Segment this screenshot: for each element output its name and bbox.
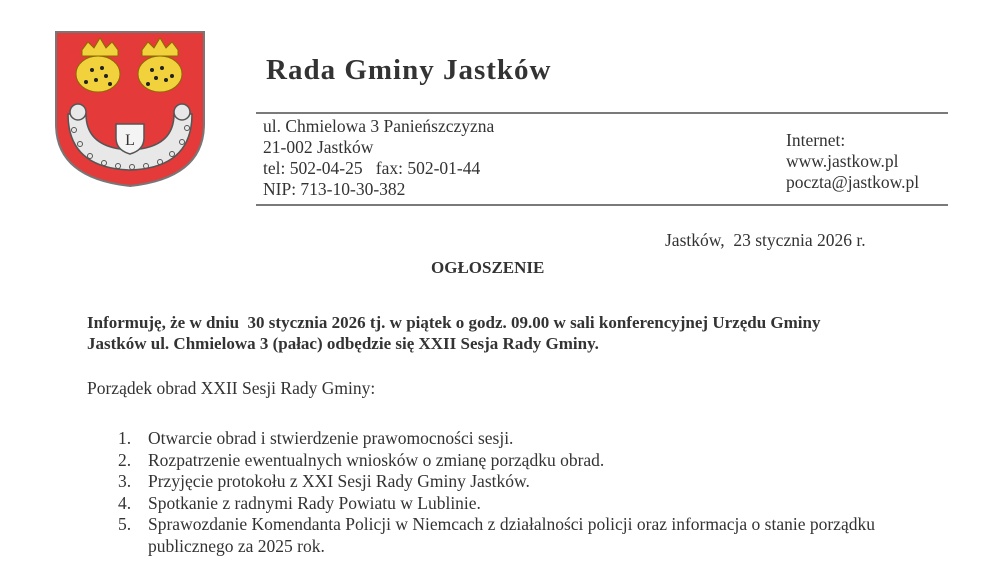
agenda-item-text: publicznego za 2025 rok. — [148, 535, 325, 556]
address-line: 21-002 Jastków — [263, 137, 374, 157]
internet-label: Internet: — [786, 130, 846, 150]
organization-title: Rada Gminy Jastków — [266, 54, 552, 86]
agenda-item-text: Przyjęcie protokołu z XXI Sesji Rady Gminy Jastków. — [148, 471, 530, 491]
address-block — [263, 116, 494, 200]
agenda-item-number: 1. — [118, 428, 132, 448]
agenda-indent — [118, 536, 148, 558]
email-link[interactable]: poczta@jastkow.pl — [786, 172, 920, 192]
announcement-line: Jastków ul. Chmielowa 3 (pałac) odbędzie się XXII Sesja Rady Gminy. — [87, 334, 599, 353]
agenda-item-text: Rozpatrzenie ewentualnych wniosków o zmianę porządku obrad. — [148, 449, 605, 470]
agenda-item-number: 2. — [118, 449, 132, 470]
internet-block — [786, 130, 919, 193]
agenda-item-text: Spotkanie z radnymi Rady Powiatu w Lublinie. — [148, 492, 481, 513]
agenda-item — [118, 428, 875, 450]
agenda-item-continuation — [118, 536, 875, 558]
nip-line: NIP: 713-10-30-382 — [263, 179, 406, 199]
agenda-list — [118, 428, 875, 557]
agenda-item-number: 5. — [118, 514, 132, 534]
header-rule-top — [256, 112, 948, 114]
announcement-paragraph — [87, 312, 967, 354]
agenda-item — [118, 514, 875, 536]
place-date: Jastków, 23 stycznia 2026 r. — [665, 230, 866, 250]
agenda-item-number: 4. — [118, 492, 132, 513]
phone-fax-line: tel: 502-04-25 fax: 502-01-44 — [263, 158, 481, 178]
agenda-title: Porządek obrad XXII Sesji Rady Gminy: — [87, 378, 376, 398]
address-line: ul. Chmielowa 3 Panieńszczyzna — [263, 116, 495, 136]
agenda-item-number: 3. — [118, 471, 132, 491]
website-link[interactable]: www.jastkow.pl — [786, 151, 899, 171]
announcement-line: Informuję, że w dniu 30 stycznia 2026 tj. w piątek o godz. 09.00 w sali konferencyjnej Urzędu Gminy — [87, 313, 821, 332]
document-heading: OGŁOSZENIE — [431, 258, 545, 277]
agenda-item — [118, 471, 875, 493]
agenda-item — [118, 450, 875, 472]
lion-right-icon — [138, 38, 182, 92]
agenda-item-text: Sprawozdanie Komendanta Policji w Niemcach z działalności policji oraz informacja o stanie porządku — [148, 514, 875, 534]
agenda-item-text: Otwarcie obrad i stwierdzenie prawomocności sesji. — [148, 428, 514, 448]
header-rule-bottom — [256, 204, 948, 206]
svg-text:L: L — [125, 132, 135, 149]
coat-of-arms-icon — [52, 28, 208, 190]
agenda-item — [118, 493, 875, 515]
